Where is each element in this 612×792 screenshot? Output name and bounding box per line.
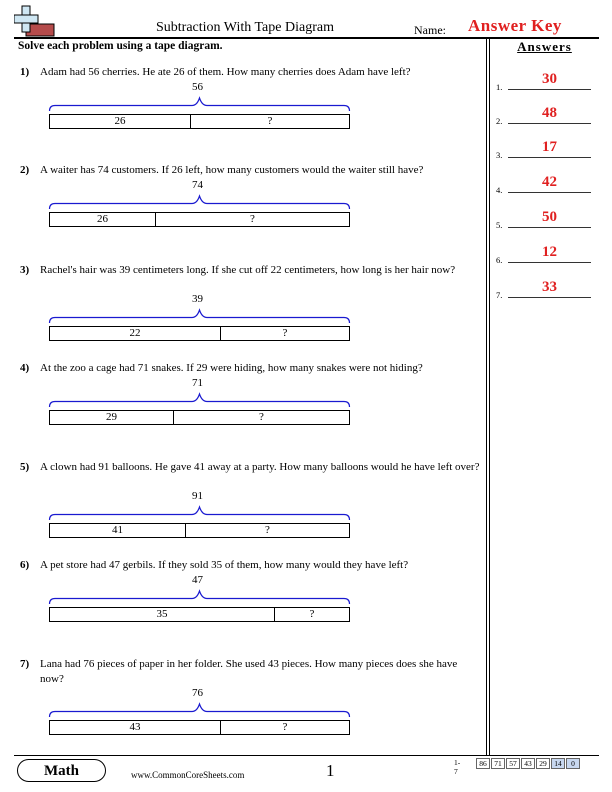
answer-value: 48 [542, 105, 557, 121]
tape-bar [49, 523, 350, 538]
subject-badge: Math [17, 759, 106, 782]
answer-value: 12 [542, 244, 557, 260]
problem-number: 6) [20, 559, 30, 571]
answer-column-border [486, 37, 487, 755]
score-cell: 57 [506, 758, 520, 769]
answer-row [492, 210, 599, 230]
score-cell: 29 [536, 758, 550, 769]
tape-known-part: 26 [50, 115, 191, 128]
answer-line [508, 227, 591, 228]
answer-value: 33 [542, 279, 557, 295]
answer-line [508, 192, 591, 193]
page-number: 1 [326, 761, 335, 780]
problem-text: At the zoo a cage had 71 snakes. If 29 were hiding, how many snakes were not hiding? [40, 362, 423, 374]
tape-unknown-part: ? [250, 213, 255, 225]
brace-icon [45, 81, 350, 115]
tape-unknown-part: ? [265, 524, 270, 536]
tape-unknown-part: ? [259, 411, 264, 423]
answer-number: 3. [496, 150, 503, 160]
answers-heading: Answers [517, 39, 572, 54]
problem-number: 4) [20, 362, 30, 374]
brace-icon [45, 574, 350, 608]
footer-divider [14, 755, 599, 756]
instructions: Solve each problem using a tape diagram. [18, 40, 223, 52]
tape-total: 71 [192, 377, 203, 389]
tape-bar [49, 326, 350, 341]
name-label: Name: [414, 23, 446, 37]
answer-column-border [489, 37, 490, 755]
problem-number: 7) [20, 658, 30, 670]
tape-known-part: 22 [50, 327, 221, 340]
answer-row [492, 245, 599, 265]
answer-row [492, 72, 599, 92]
problem-number: 3) [20, 264, 30, 276]
tape-bar [49, 607, 350, 622]
brace-icon [45, 179, 350, 213]
tape-total: 91 [192, 490, 203, 502]
answer-number: 7. [496, 290, 503, 300]
brace-icon [45, 377, 350, 411]
problem-text: Lana had 76 pieces of paper in her folder. She used 43 pieces. How many pieces does she have now? [40, 658, 458, 685]
tape-unknown-part: ? [282, 721, 288, 733]
answer-number: 2. [496, 116, 503, 126]
problem-text: A pet store had 47 gerbils. If they sold 35 of them, how many would they have left? [40, 559, 409, 571]
brace-icon [45, 293, 350, 327]
answer-line [508, 89, 591, 90]
brace-icon [45, 490, 350, 524]
answer-value: 30 [542, 71, 557, 87]
answer-row [492, 280, 599, 300]
answer-value: 50 [542, 209, 557, 225]
problem-text: Adam had 56 cherries. He ate 26 of them. How many cherries does Adam have left? [40, 66, 411, 78]
score-range: 1-7 [454, 758, 461, 776]
answer-row [492, 140, 599, 160]
tape-known-part: 26 [50, 213, 156, 226]
brace-icon [45, 687, 350, 721]
tape-known-part: 29 [50, 411, 174, 424]
answer-line [508, 123, 591, 124]
answer-key-label: Answer Key [468, 16, 562, 35]
tape-bar [49, 212, 350, 227]
answer-line [508, 297, 591, 298]
score-cell: 71 [491, 758, 505, 769]
tape-unknown-part: ? [309, 608, 315, 620]
tape-bar [49, 410, 350, 425]
tape-known-part: 43 [50, 721, 221, 734]
score-cell: 14 [551, 758, 565, 769]
answer-line [508, 157, 591, 158]
tape-total: 56 [192, 81, 203, 93]
answer-number: 4. [496, 185, 503, 195]
tape-bar [49, 114, 350, 129]
answer-number: 6. [496, 255, 503, 265]
answer-value: 17 [542, 139, 557, 155]
answer-value: 42 [542, 174, 557, 190]
answer-line [508, 262, 591, 263]
answer-row [492, 106, 599, 126]
answer-number: 5. [496, 220, 503, 230]
tape-total: 74 [192, 179, 203, 191]
score-cell: 43 [521, 758, 535, 769]
tape-known-part: 35 [50, 608, 275, 621]
problem-text: A waiter has 74 customers. If 26 left, how many customers would the waiter still have? [40, 164, 424, 176]
problem-text: Rachel's hair was 39 centimeters long. If she cut off 22 centimeters, how long is her hair now? [40, 264, 456, 276]
tape-known-part: 41 [50, 524, 186, 537]
answer-row [492, 175, 599, 195]
plus-logo-icon [14, 4, 56, 38]
site-url: www.CommonCoreSheets.com [131, 770, 245, 780]
score-cell: 0 [566, 758, 580, 769]
problem-number: 1) [20, 66, 30, 78]
tape-unknown-part: ? [267, 115, 273, 127]
tape-total: 47 [192, 574, 203, 586]
problem-number: 5) [20, 461, 30, 473]
tape-bar [49, 720, 350, 735]
score-cell: 86 [476, 758, 490, 769]
tape-total: 76 [192, 687, 203, 699]
answer-number: 1. [496, 82, 503, 92]
page-title: Subtraction With Tape Diagram [156, 20, 334, 35]
problem-number: 2) [20, 164, 30, 176]
problem-text: A clown had 91 balloons. He gave 41 away at a party. How many balloons would he have left over? [40, 461, 480, 473]
tape-unknown-part: ? [282, 327, 288, 339]
tape-total: 39 [192, 293, 203, 305]
